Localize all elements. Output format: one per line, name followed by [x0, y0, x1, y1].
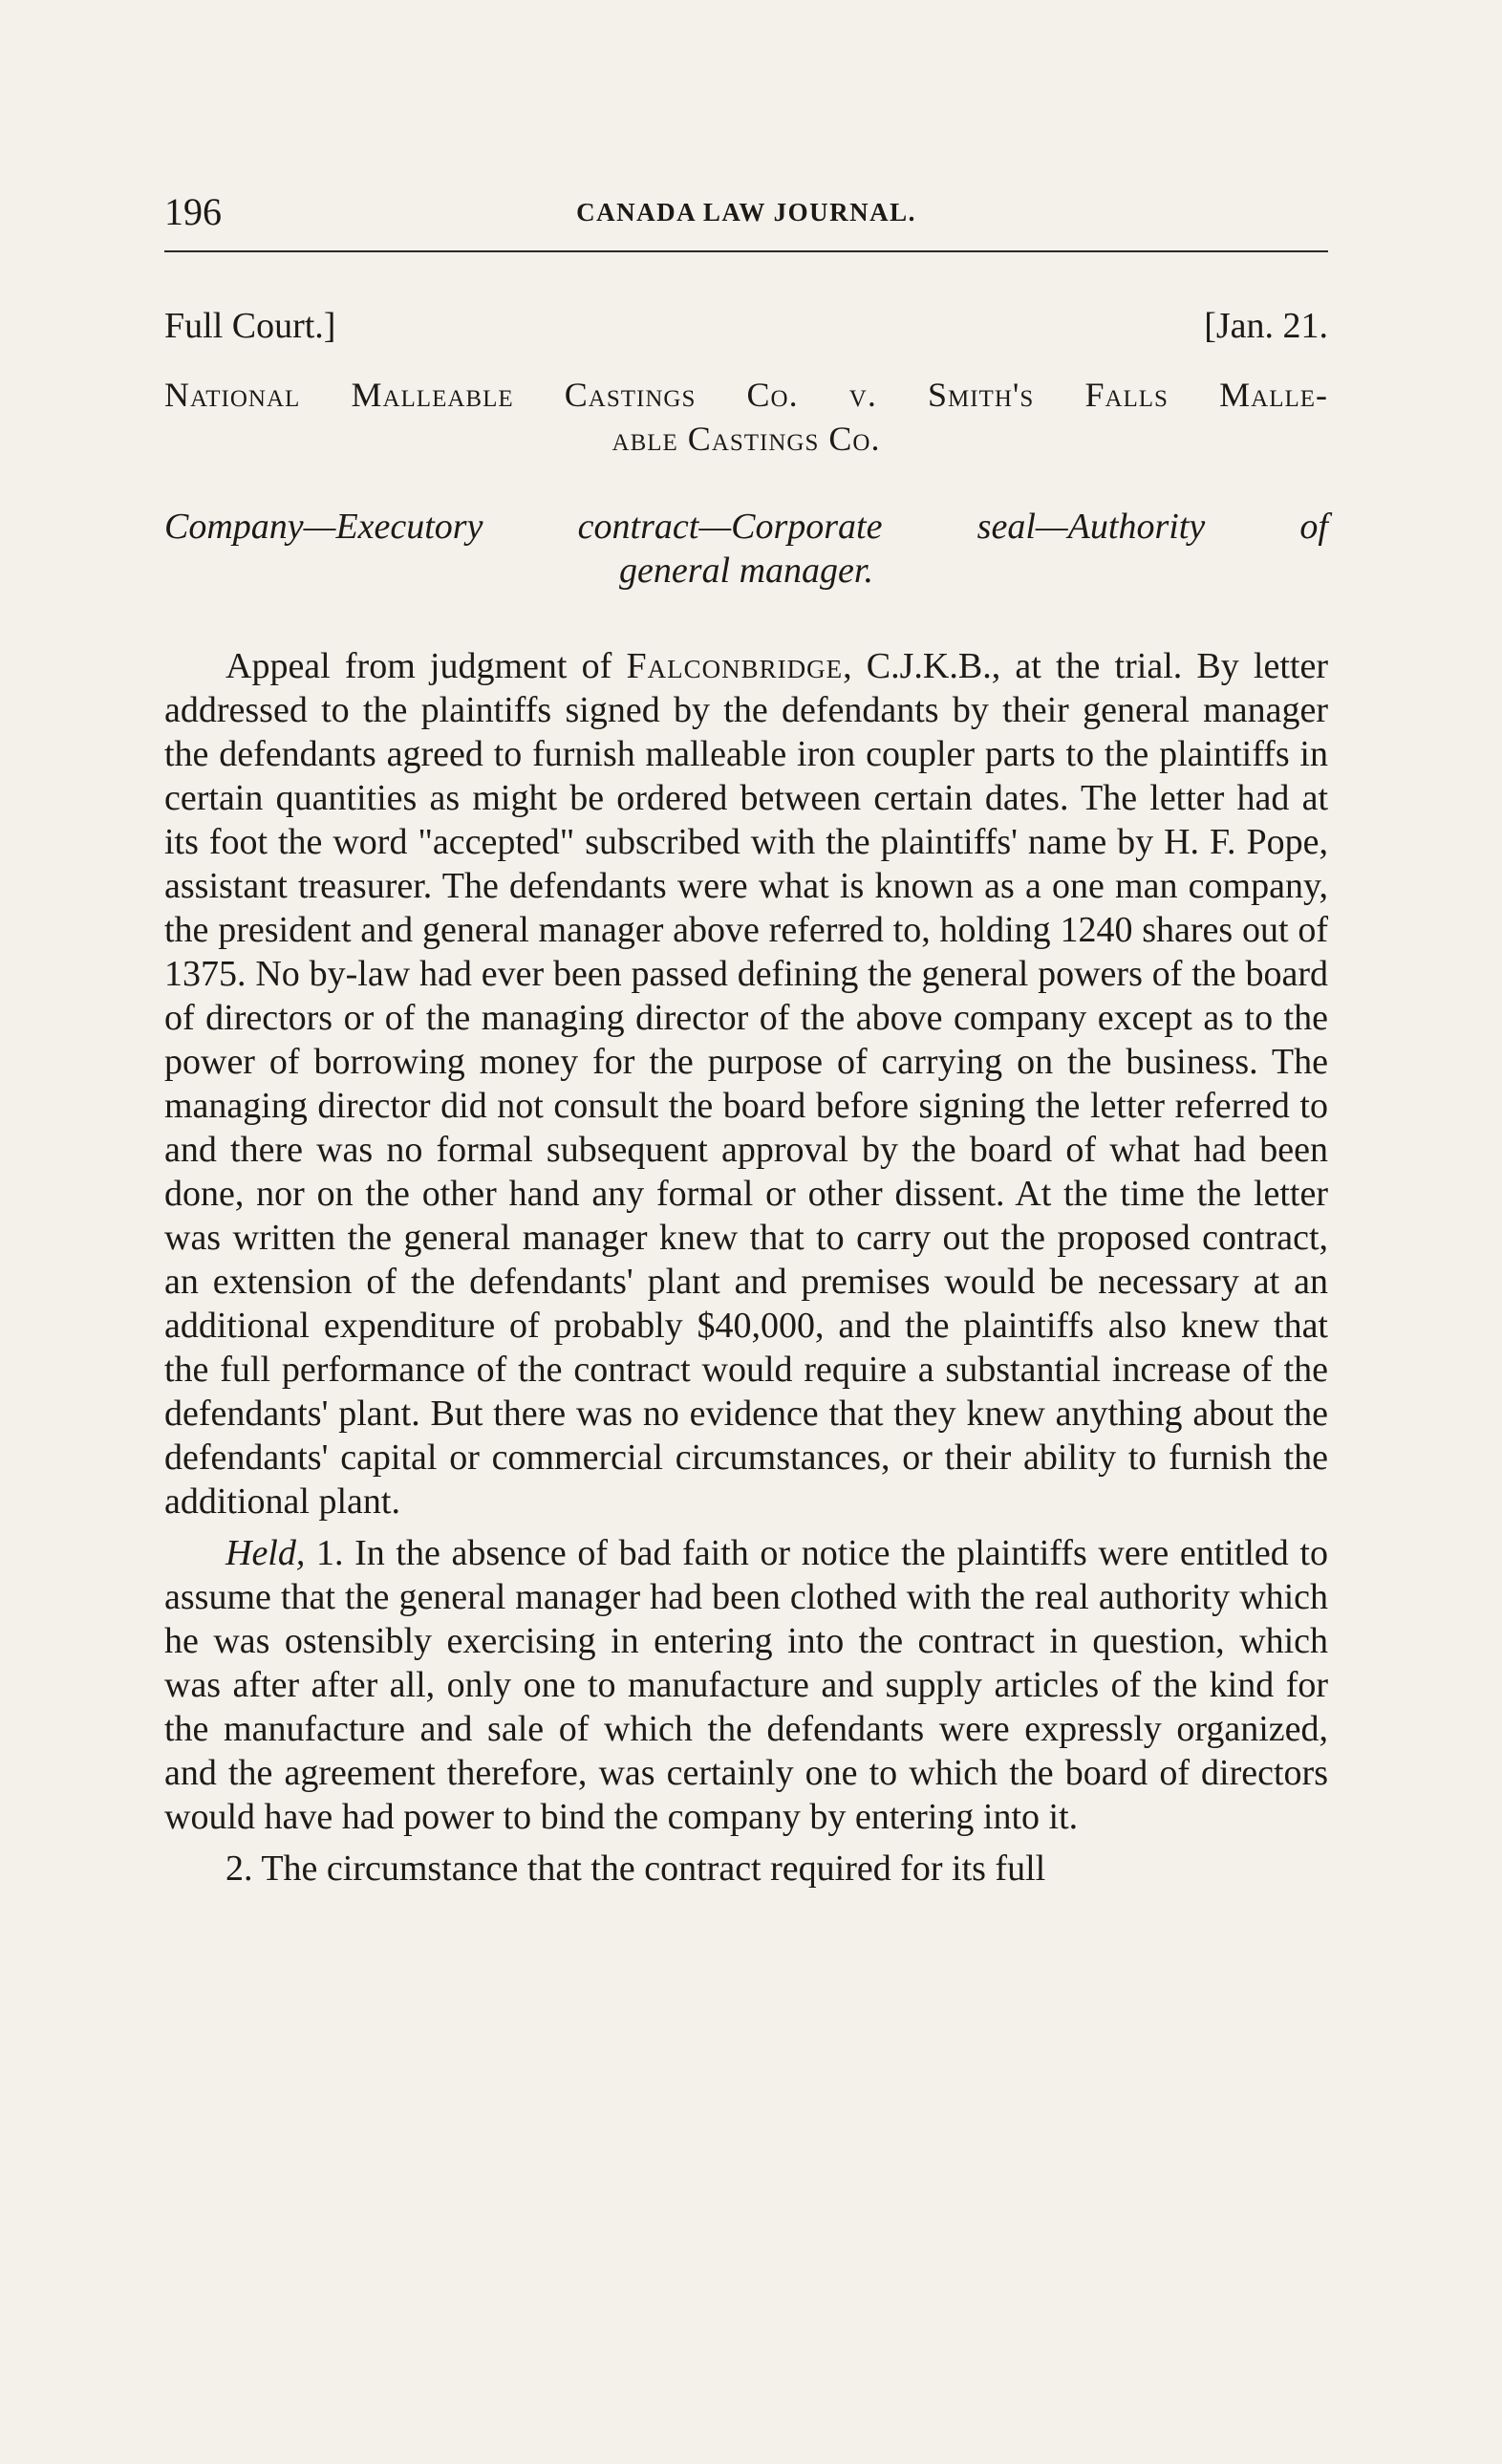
- running-head: [164, 189, 1328, 235]
- paragraph-second-holding: [164, 1847, 1328, 1891]
- para2-text: 1. In the absence of bad faith or notice the plaintiffs were entitled to assume that the general manager had been clothed with the real authority which he was ostensibly exercising in entering into the contract in question, which was after after all, only one to manufacture and supply articles of the kind for the manufacture and sale of which the defendants were expressly organized, and the agreement therefore, was certainly one to which the board of directors would have had power to bind the company by entering into it.: [164, 1533, 1328, 1837]
- held-label: Held,: [225, 1533, 306, 1573]
- paragraph-facts: [164, 644, 1328, 1524]
- para1-prefix: Appeal from judgment of: [225, 646, 627, 686]
- para1-text: , C.J.K.B., at the trial. By letter addressed to the plaintiffs signed by the defendants by their general manager the defendants agreed to furnish malleable iron coupler parts to the plaintiffs in certain quantities as might be ordered between certain dates. The letter had at its foot the word "accepted" subscribed with the plaintiffs' name by H. F. Pope, assistant treasurer. The defendants were what is known as a one man company, the president and general manager above referred to, holding 1240 shares out of 1375. No by-law had ever been passed defining the general powers of the board of directors or of the managing director of the above company except as to the power of borrowing money for the purpose of carrying on the business. The managing director did not consult the board before signing the letter referred to and there was no formal subsequent approval by the board of what had been done, nor on the other hand any formal or other dissent. At the time the letter was written the general manager knew that to carry out the proposed contract, an extension of the defendants' plant and premises would be necessary at an additional expenditure of probably $40,000, and the plaintiffs also knew that the full performance of the contract would require a substantial increase of the defendants' plant. But there was no evidence that they knew anything about the defendants' capital or commercial circumstances, or their ability to furnish the additional plant.: [164, 646, 1328, 1522]
- judge-name: Falconbridge: [626, 646, 844, 686]
- headnote: [164, 505, 1328, 593]
- article-body: [164, 304, 1328, 1891]
- case-name-line-2: able Castings Co.: [612, 420, 881, 458]
- headnote-line-2: general manager.: [619, 551, 873, 591]
- case-name: [164, 373, 1328, 461]
- court-date-line: [164, 304, 1328, 354]
- paragraph-held: [164, 1531, 1328, 1839]
- headnote-line-1: Company—Executory contract—Corporate seal—Authority of: [164, 507, 1328, 547]
- header-rule: [164, 250, 1328, 252]
- para3-text: 2. The circumstance that the contract required for its full: [225, 1848, 1046, 1889]
- page-number: 196: [164, 190, 222, 233]
- court-label: Full Court.]: [164, 306, 336, 346]
- journal-title: CANADA LAW JOURNAL.: [576, 198, 916, 227]
- case-name-line-1: National Malleable Castings Co. v. Smith's Falls Malle-: [164, 376, 1328, 414]
- decision-date: [Jan. 21.: [1204, 306, 1328, 346]
